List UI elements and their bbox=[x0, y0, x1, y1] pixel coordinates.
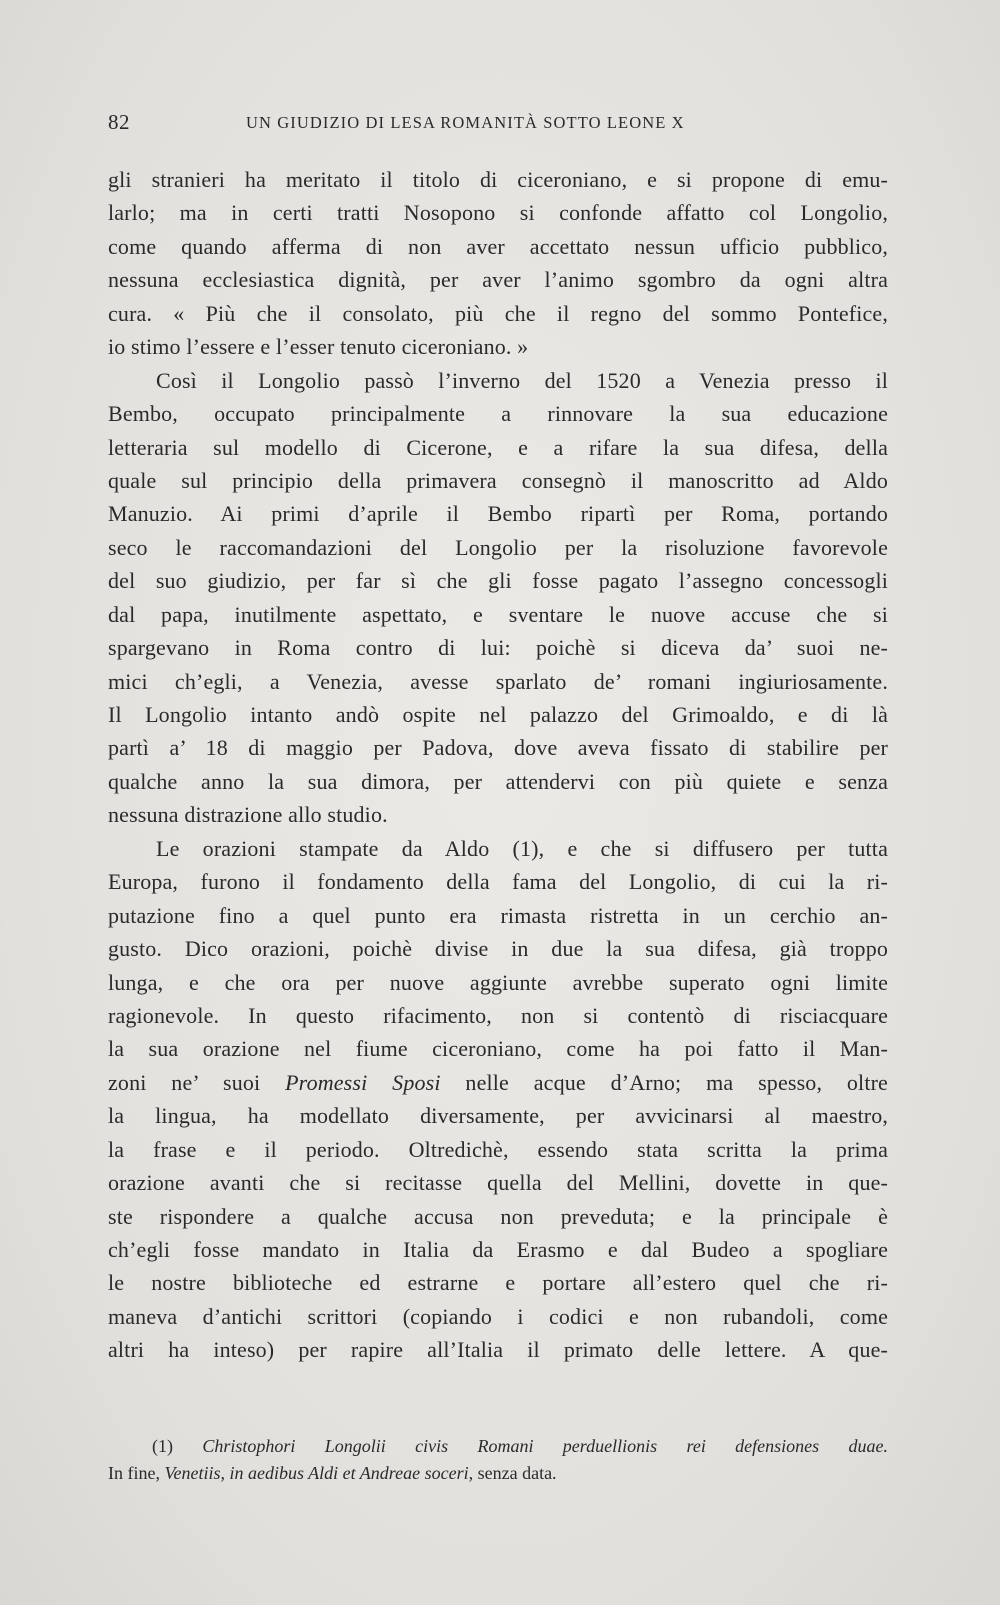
page-number: 82 bbox=[108, 110, 130, 134]
page-header bbox=[108, 110, 888, 140]
text-line: del suo giudizio, per far sì che gli fosse pagato l’assegno concessogli bbox=[108, 568, 888, 594]
text-line: ragionevole. In questo rifacimento, non si contentò di risciacquare bbox=[108, 1002, 888, 1028]
running-title: UN GIUDIZIO DI LESA ROMANITÀ SOTTO LEONE X bbox=[246, 113, 685, 132]
footnote bbox=[108, 1433, 888, 1487]
text-line: Manuzio. Ai primi d’aprile il Bembo ripartì per Roma, portando bbox=[108, 501, 888, 527]
text-line: come quando afferma di non aver accettato nessun ufficio pubblico, bbox=[108, 233, 888, 259]
text-line: Europa, furono il fondamento della fama del Longolio, di cui la ri- bbox=[108, 869, 888, 895]
text-line: quale sul principio della primavera consegnò il manoscritto ad Aldo bbox=[108, 467, 888, 493]
text-line: letteraria sul modello di Cicerone, e a rifare la sua difesa, della bbox=[108, 434, 888, 460]
text-line: lunga, e che ora per nuove aggiunte avrebbe superato ogni limite bbox=[108, 969, 888, 995]
text-line: nessuna distrazione allo studio. bbox=[108, 802, 388, 828]
footnote-line bbox=[108, 1460, 888, 1487]
text-line: putazione fino a quel punto era rimasta ristretta in un cerchio an- bbox=[108, 902, 888, 928]
text-line: le nostre biblioteche ed estrarne e portare all’estero quel che ri- bbox=[108, 1270, 888, 1296]
text-line: larlo; ma in certi tratti Nosopono si confonde affatto col Longolio, bbox=[108, 200, 888, 226]
footnote-text: In fine, bbox=[108, 1463, 160, 1483]
text-line: io stimo l’essere e l’esser tenuto ciceroniano. » bbox=[108, 334, 529, 360]
text-line: mici ch’egli, a Venezia, avesse sparlato de’ romani ingiuriosamente. bbox=[108, 668, 888, 694]
text-line-with-italic bbox=[108, 1066, 888, 1099]
text-line: partì a’ 18 di maggio per Padova, dove aveva fissato di stabilire per bbox=[108, 735, 888, 761]
text-line: qualche anno la sua dimora, per attendervi con più quiete e senza bbox=[108, 768, 888, 794]
text-line: altri ha inteso) per rapire all’Italia il primato delle lettere. A que- bbox=[108, 1337, 888, 1363]
text-line: la lingua, ha modellato diversamente, per avvicinarsi al maestro, bbox=[108, 1103, 888, 1129]
text-line: seco le raccomandazioni del Longolio per la risoluzione favorevole bbox=[108, 534, 888, 560]
text-line: Le orazioni stampate da Aldo (1), e che si diffusero per tutta bbox=[156, 835, 888, 861]
text-line: gli stranieri ha meritato il titolo di ciceroniano, e si propone di emu- bbox=[108, 167, 888, 192]
text-line: Bembo, occupato principalmente a rinnovare la sua educazione bbox=[108, 401, 888, 427]
text-line: orazione avanti che si recitasse quella del Mellini, dovette in que- bbox=[108, 1170, 888, 1196]
footnote-line bbox=[108, 1433, 888, 1460]
text-segment: nelle acque d’Arno; ma spesso, oltre bbox=[465, 1069, 888, 1095]
text-line: Il Longolio intanto andò ospite nel palazzo del Grimoaldo, e di là bbox=[108, 702, 888, 727]
text-segment: zoni ne’ suoi bbox=[108, 1069, 261, 1095]
text-line: la frase e il periodo. Oltredichè, essendo stata scritta la prima bbox=[108, 1136, 888, 1162]
text-line: spargevano in Roma contro di lui: poichè si diceva da’ suoi ne- bbox=[108, 635, 888, 661]
text-line: dal papa, inutilmente aspettato, e sventare le nuove accuse che si bbox=[108, 601, 888, 627]
text-line: ch’egli fosse mandato in Italia da Erasmo e dal Budeo a spogliare bbox=[108, 1237, 888, 1262]
footnote-text: senza data. bbox=[477, 1463, 557, 1483]
footnote-imprint: Venetiis, in aedibus Aldi et Andreae soceri, bbox=[164, 1463, 474, 1483]
body-text bbox=[108, 163, 888, 1367]
text-line: cura. « Più che il consolato, più che il regno del sommo Pontefice, bbox=[108, 300, 888, 326]
text-line: maneva d’antichi scrittori (copiando i codici e non rubandoli, come bbox=[108, 1303, 888, 1329]
text-line: la sua orazione nel fiume ciceroniano, come ha poi fatto il Man- bbox=[108, 1036, 888, 1062]
footnote-title: Christophori Longolii civis Romani perduellionis rei defensiones duae. bbox=[202, 1436, 888, 1456]
text-line: Così il Longolio passò l’inverno del 1520 a Venezia presso il bbox=[156, 367, 888, 393]
text-line: ste rispondere a qualche accusa non preveduta; e la principale è bbox=[108, 1203, 888, 1229]
book-title-italic: Promessi Sposi bbox=[285, 1069, 441, 1095]
footnote-marker: (1) bbox=[152, 1436, 173, 1456]
text-line: nessuna ecclesiastica dignità, per aver l’animo sgombro da ogni altra bbox=[108, 267, 888, 293]
text-line: gusto. Dico orazioni, poichè divise in due la sua difesa, già troppo bbox=[108, 936, 888, 962]
